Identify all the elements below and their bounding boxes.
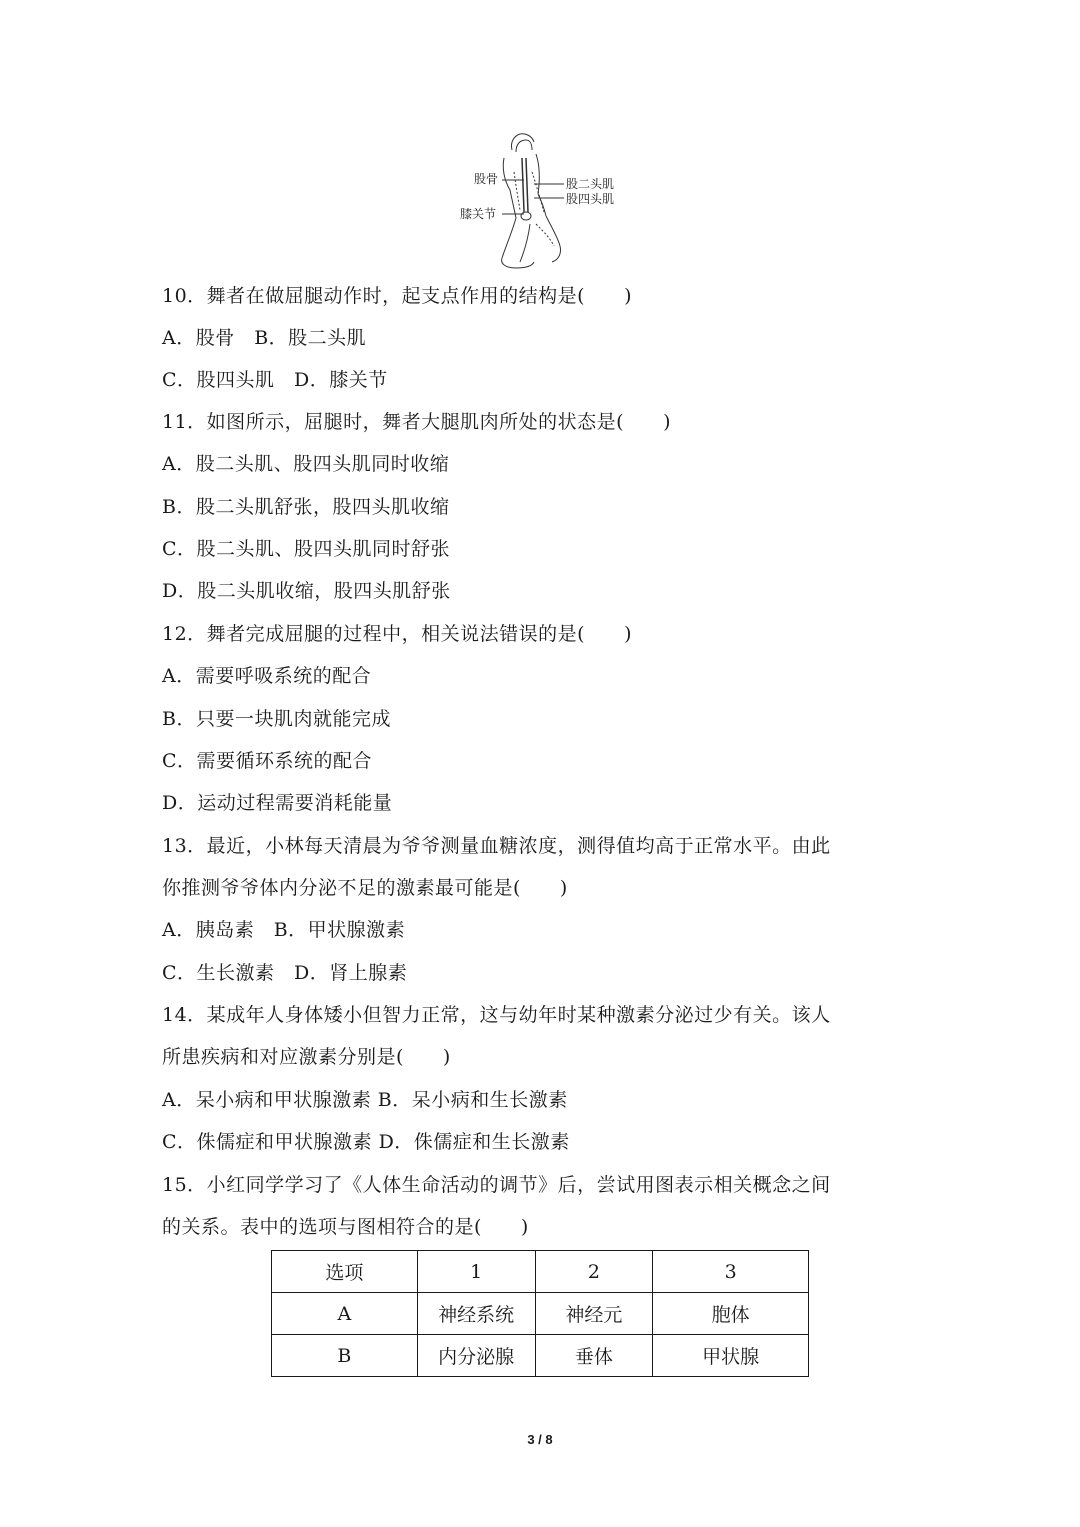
q14-options-cd: C．侏儒症和甲状腺激素 D．侏儒症和生长激素 xyxy=(162,1131,570,1153)
question-11: 11．如图所示，屈腿时，舞者大腿肌肉所处的状态是( ) xyxy=(162,411,672,433)
q12-option-d: D．运动过程需要消耗能量 xyxy=(162,792,393,814)
femur-label: 股骨 xyxy=(474,172,499,186)
q10-options-cd: C．股四头肌 D．膝关节 xyxy=(162,369,388,391)
leg-muscle-figure xyxy=(440,128,640,273)
q12-option-a: A．需要呼吸系统的配合 xyxy=(162,665,372,687)
table-cell: 甲状腺 xyxy=(653,1335,809,1377)
table-row xyxy=(272,1335,809,1377)
table-header-cell: 1 xyxy=(417,1251,535,1293)
question-10: 10．舞者在做屈腿动作时，起支点作用的结构是( ) xyxy=(162,285,633,307)
table-cell: 垂体 xyxy=(535,1335,653,1377)
table-cell: 神经元 xyxy=(535,1293,653,1335)
question-15-line2: 的关系。表中的选项与图相符合的是( ) xyxy=(162,1216,529,1238)
question-14-line2: 所患疾病和对应激素分别是( ) xyxy=(162,1046,451,1068)
q11-option-d: D．股二头肌收缩，股四头肌舒张 xyxy=(162,580,451,602)
q13-options-cd: C．生长激素 D．肾上腺素 xyxy=(162,962,408,984)
table-cell: 神经系统 xyxy=(417,1293,535,1335)
table-header-cell: 2 xyxy=(535,1251,653,1293)
table-cell: A xyxy=(272,1293,418,1335)
page-number: 3 / 8 xyxy=(527,1432,553,1447)
question-13-line2: 你推测爷爷体内分泌不足的激素最可能是( ) xyxy=(162,877,568,899)
question-12: 12．舞者完成屈腿的过程中，相关说法错误的是( ) xyxy=(162,623,633,645)
quadriceps-label: 股四头肌 xyxy=(566,192,615,206)
options-table xyxy=(271,1250,809,1377)
table-header-cell: 选项 xyxy=(272,1251,418,1293)
biceps-femoris-label: 股二头肌 xyxy=(566,177,615,191)
table-row xyxy=(272,1293,809,1335)
table-header-cell: 3 xyxy=(653,1251,809,1293)
table-cell: 胞体 xyxy=(653,1293,809,1335)
question-14-line1: 14．某成年人身体矮小但智力正常，这与幼年时某种激素分泌过少有关。该人 xyxy=(162,1004,831,1026)
table-cell: B xyxy=(272,1335,418,1377)
question-13-line1: 13．最近，小林每天清晨为爷爷测量血糖浓度，测得值均高于正常水平。由此 xyxy=(162,835,831,857)
q12-option-b: B．只要一块肌肉就能完成 xyxy=(162,708,391,730)
question-15-line1: 15．小红同学学习了《人体生命活动的调节》后，尝试用图表示相关概念之间 xyxy=(162,1174,831,1196)
q11-option-c: C．股二头肌、股四头肌同时舒张 xyxy=(162,538,451,560)
knee-label: 膝关节 xyxy=(460,207,497,221)
table-cell: 内分泌腺 xyxy=(417,1335,535,1377)
q14-options-ab: A．呆小病和甲状腺激素 B．呆小病和生长激素 xyxy=(162,1089,568,1111)
table-header-row xyxy=(272,1251,809,1293)
q10-options-ab: A．股骨 B．股二头肌 xyxy=(162,327,367,349)
q11-option-b: B．股二头肌舒张，股四头肌收缩 xyxy=(162,496,450,518)
q11-option-a: A．股二头肌、股四头肌同时收缩 xyxy=(162,453,450,475)
q13-options-ab: A．胰岛素 B．甲状腺激素 xyxy=(162,919,406,941)
q12-option-c: C．需要循环系统的配合 xyxy=(162,750,373,772)
